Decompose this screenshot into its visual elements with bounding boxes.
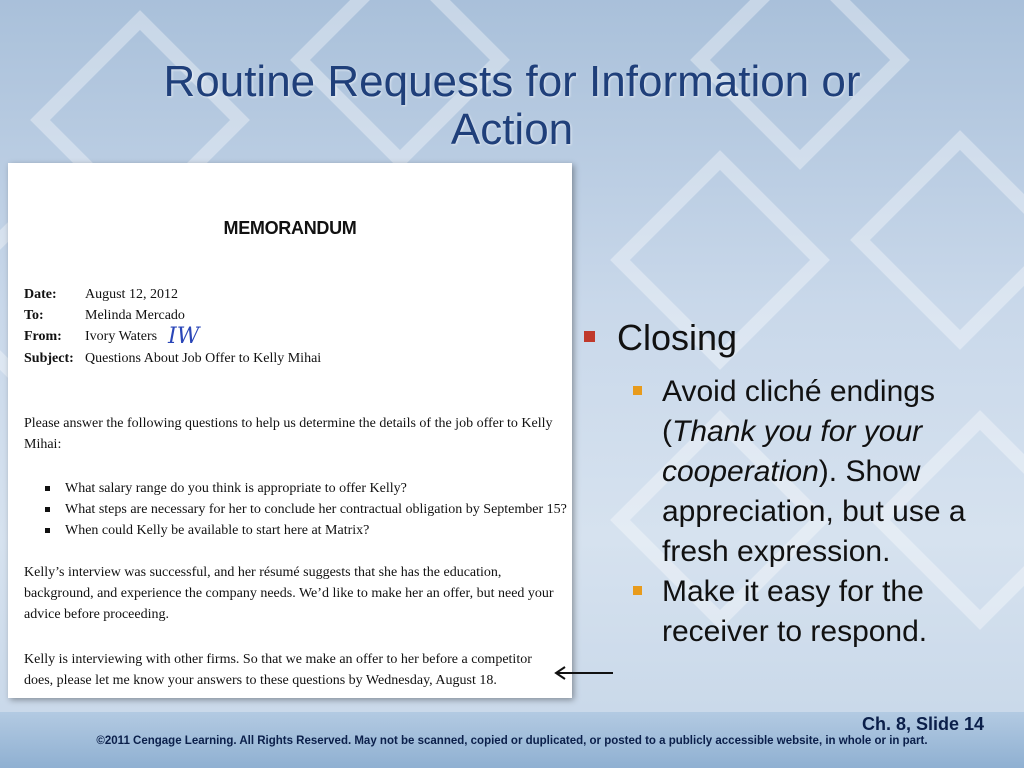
memo-paragraph-deadline: Kelly is interviewing with other firms. So that we make an offer to her before a competitor does, please let me know your answers to these questions by Wednesday, August 18. (24, 652, 532, 688)
left-arrow-icon (553, 665, 615, 681)
slide-title-line-2: Action (450, 105, 574, 154)
slide-title (60, 58, 964, 154)
memo-to-value: Melinda Mercado (85, 308, 185, 323)
bullet-avoid-cliche-text-b: ). Show appreciation, but use a fresh expression. (662, 455, 966, 568)
memo-intro-paragraph: Please answer the following questions to help us determine the details of the job offer to Kelly Mihai: (24, 416, 553, 452)
memo-date-label: Date: (24, 287, 57, 302)
memo-subject-label: Subject: (24, 351, 74, 366)
memo-to-label: To: (24, 308, 44, 323)
memo-document (8, 163, 572, 698)
bullet-avoid-cliche-text-a: Avoid cliché endings ( (662, 375, 935, 448)
memo-to-row (24, 308, 185, 324)
memo-from-value: Ivory Waters (85, 329, 158, 344)
bullet-avoid-cliche-example: Thank you for your cooperation (662, 415, 923, 488)
slide-content (580, 318, 1000, 652)
memo-question-item: What steps are necessary for her to conclude her contractual obligation by September 15? (24, 499, 569, 520)
bullet-closing: Closing (580, 318, 1000, 358)
bullet-make-it-easy: Make it easy for the receiver to respond. (617, 572, 1000, 652)
memo-subject-row (24, 351, 321, 367)
handwritten-initials: IW (168, 324, 200, 349)
memo-question-list (24, 478, 569, 541)
memo-from-label: From: (24, 329, 62, 344)
memo-question-item: What salary range do you think is appropriate to offer Kelly? (24, 478, 569, 499)
bullet-avoid-cliche (617, 372, 1000, 572)
memo-date-value: August 12, 2012 (85, 287, 178, 302)
memo-question-item: When could Kelly be available to start here at Matrix? (24, 520, 569, 541)
copyright-notice: ©2011 Cengage Learning. All Rights Reserved. May not be scanned, copied or duplicated, or posted to a publicly accessible website, in whole or in part. (96, 735, 928, 747)
memo-subject-value: Questions About Job Offer to Kelly Mihai (85, 351, 322, 366)
slide-number: Ch. 8, Slide 14 (862, 714, 985, 734)
memo-heading: MEMORANDUM (223, 218, 357, 238)
memo-paragraph-interview: Kelly’s interview was successful, and her résumé suggests that she has the education, background, and experience the company needs. We’d like to make her an offer, but need your advice before proceeding. (24, 565, 554, 622)
slide-title-line-1: Routine Requests for Information or (163, 57, 861, 106)
memo-from-row (24, 329, 157, 345)
memo-date-row (24, 287, 178, 303)
